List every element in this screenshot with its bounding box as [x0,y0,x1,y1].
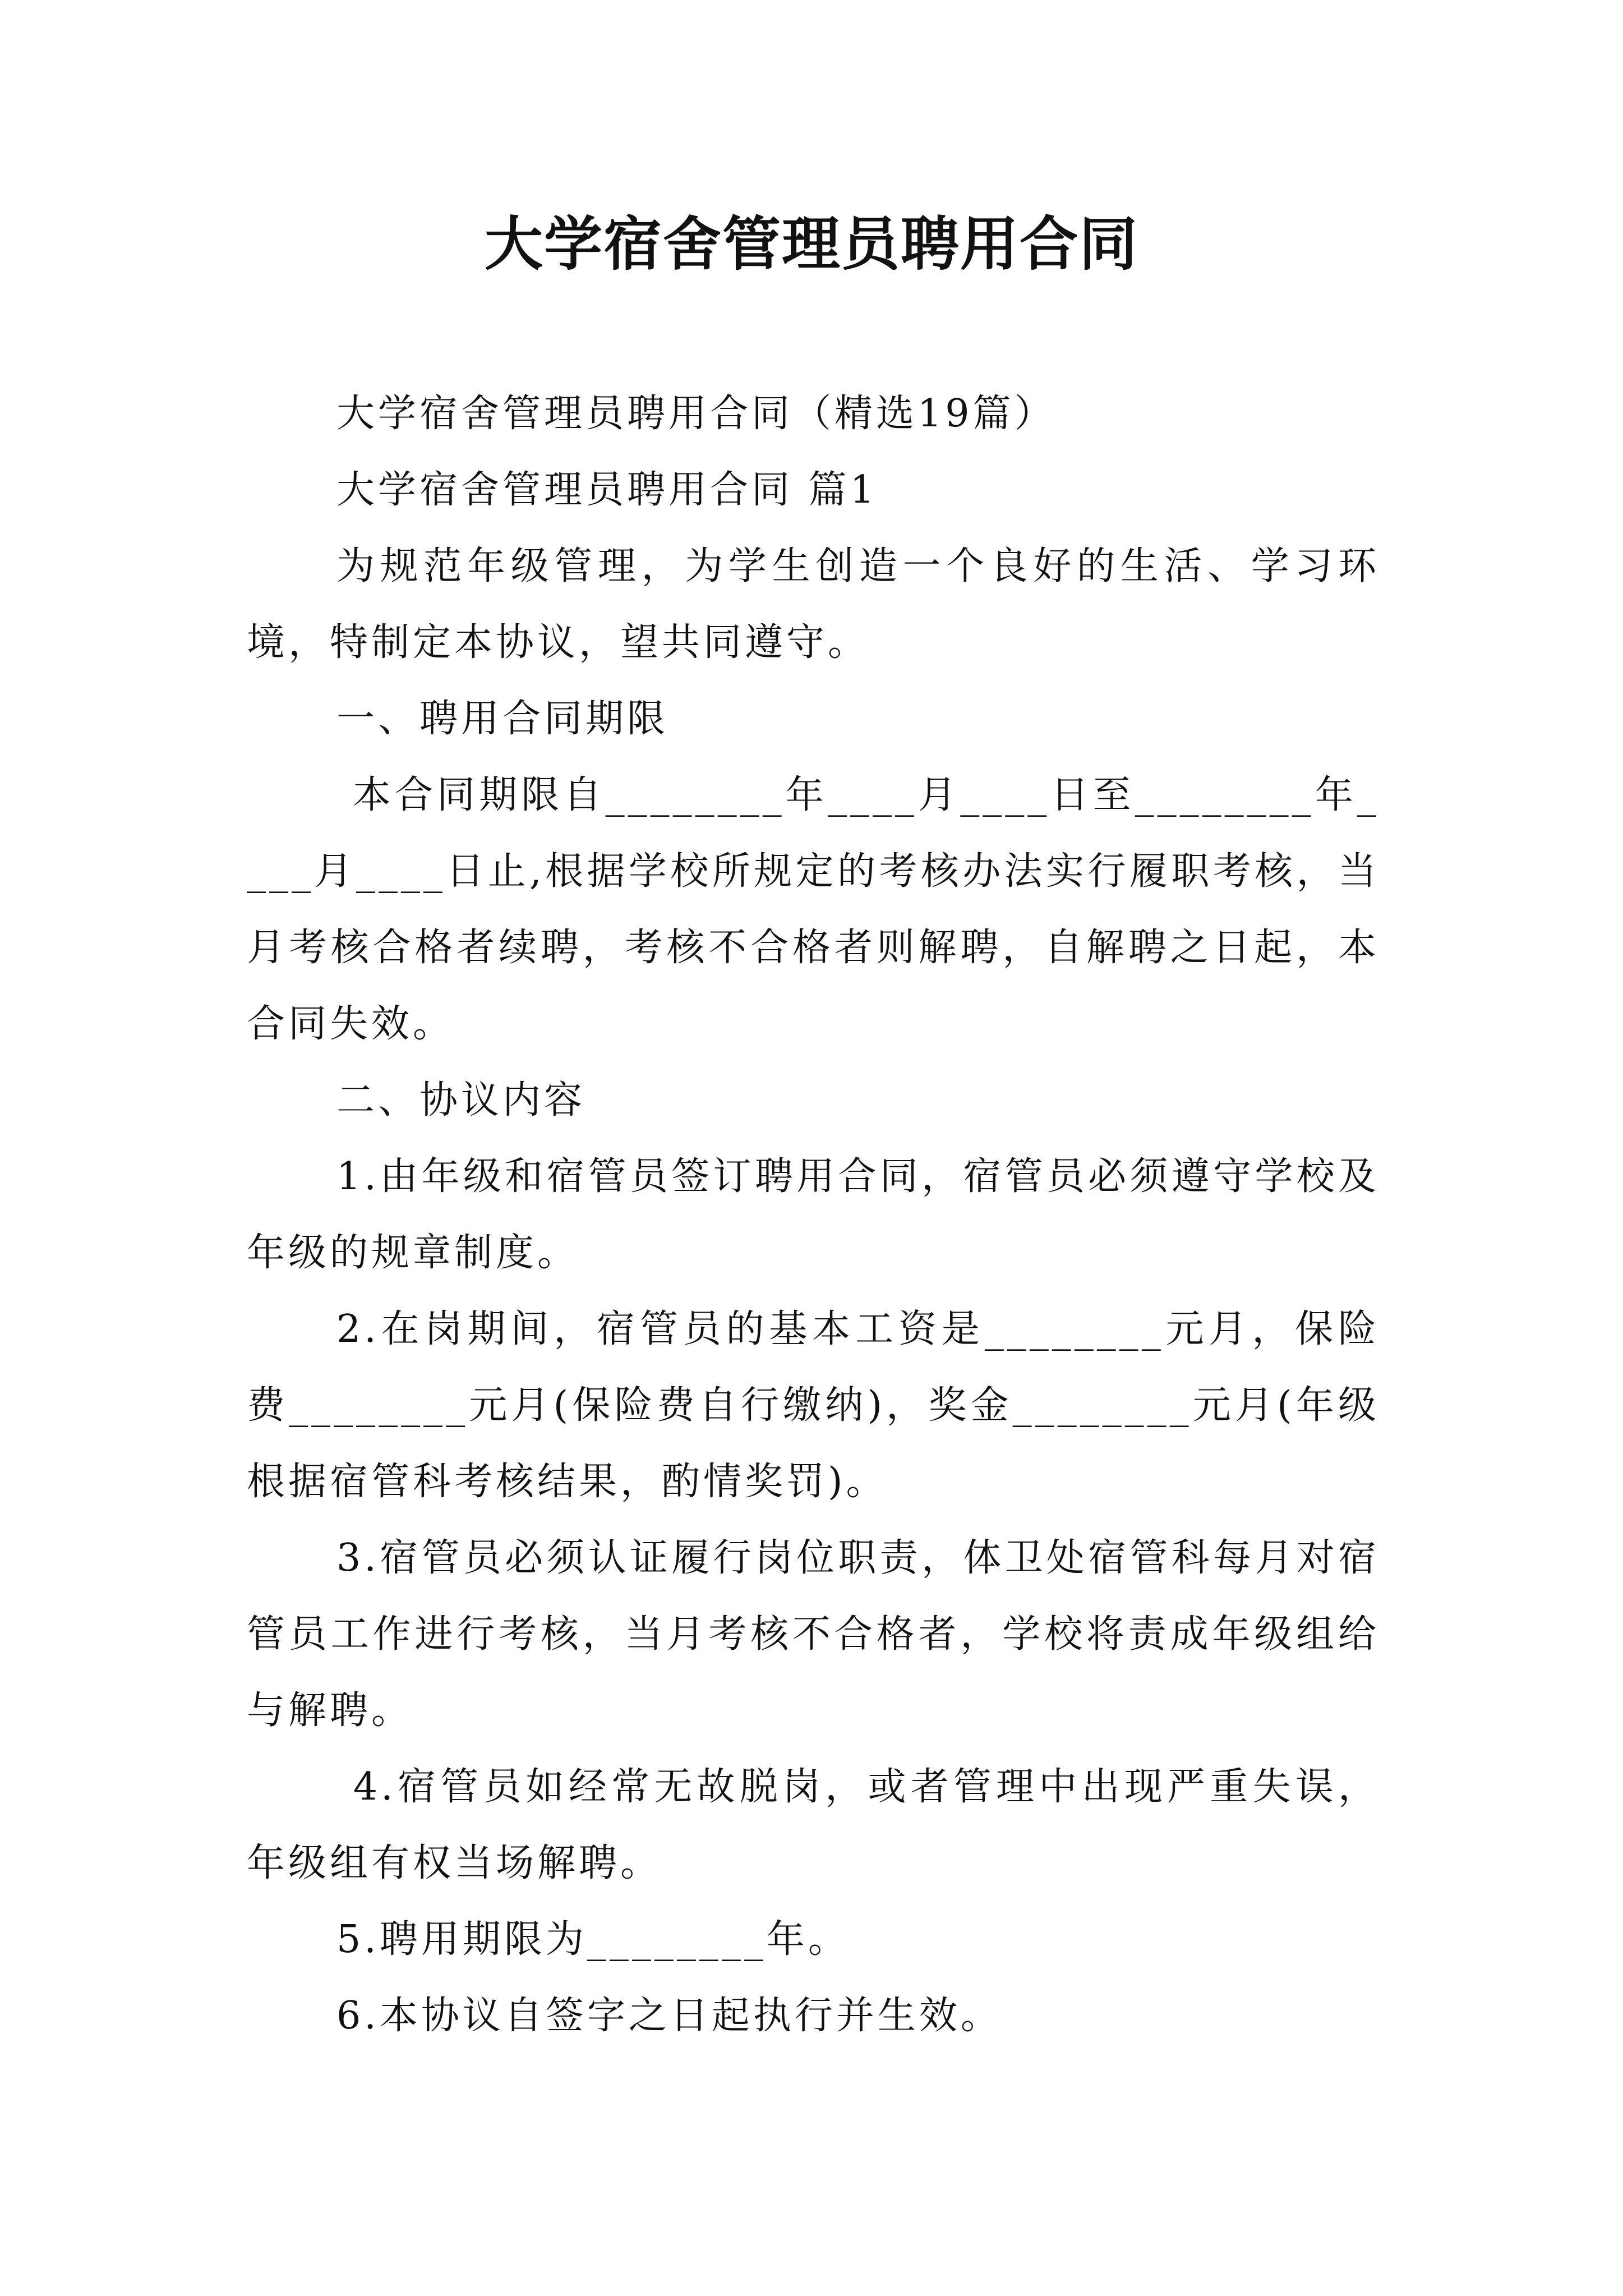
paragraph-contract-term: 本合同期限自________年____月____日至________年____月____日止,根据学校所规定的考核办法实行履职考核，当月考核合格者续聘，考核不合格者则解聘，自解聘之日起，本合同失效。 [247,773,1380,1046]
paragraph-preamble: 为规范年级管理，为学生创造一个良好的生活、学习环境，特制定本协议，望共同遵守。 [247,544,1380,665]
clause-5: 5.聘用期限为________年。 [336,1917,850,1962]
clause-4: 4.宿管员如经常无故脱岗，或者管理中出现严重失误，年级组有权当场解聘。 [247,1765,1380,1885]
clause-6: 6.本协议自签字之日起执行并生效。 [336,1994,1002,2038]
document-title: 大学宿舍管理员聘用合同 [484,209,1138,278]
clause-3: 3.宿管员必须认证履行岗位职责，体卫处宿管科每月对宿管员工作进行考核，当月考核不合格者，学校将责成年级组给与解聘。 [247,1536,1380,1733]
heading-contract-term: 一、聘用合同期限 [336,697,669,741]
paragraph-section-heading: 大学宿舍管理员聘用合同 篇1 [336,468,878,512]
paragraph-subtitle: 大学宿舍管理员聘用合同（精选19篇） [336,392,1056,436]
clause-1: 1.由年级和宿管员签订聘用合同，宿管员必须遵守学校及年级的规章制度。 [247,1154,1380,1275]
heading-agreement-content: 二、协议内容 [336,1078,586,1122]
clause-2: 2.在岗期间，宿管员的基本工资是________元月，保险费________元月(保险费自行缴纳)，奖金________元月(年级根据宿管科考核结果，酌情奖罚)。 [247,1307,1380,1504]
document-body [247,376,1380,2054]
